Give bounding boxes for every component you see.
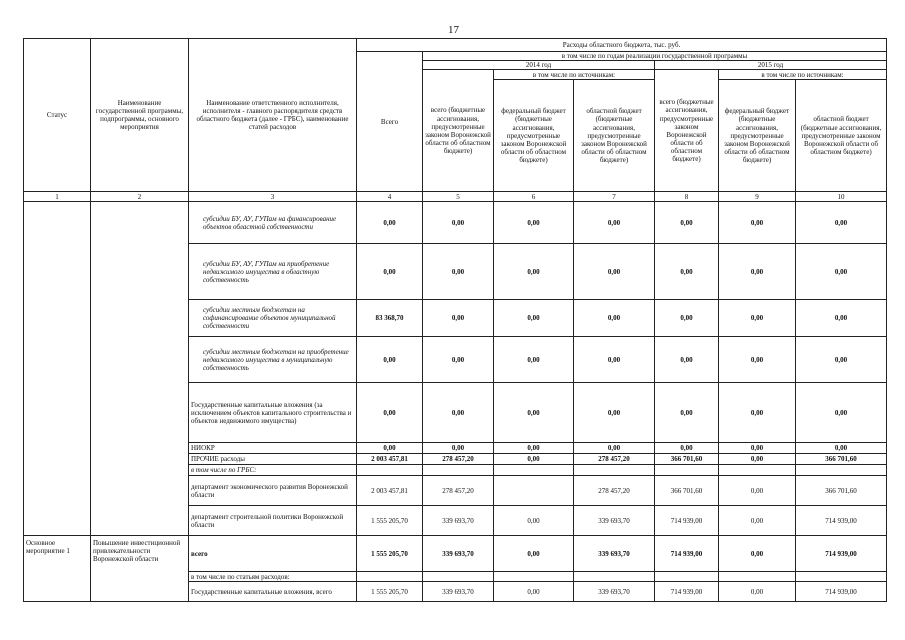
value-cell: 0,00 [574,300,655,337]
value-cell: 339 693,70 [423,582,494,602]
measure-row-name: Государственные капитальные вложения, всего [189,582,357,602]
value-cell: 0,00 [423,337,494,383]
value-cell: 0,00 [796,337,887,383]
value-cell: 366 701,60 [796,476,887,506]
value-cell: 0,00 [719,476,796,506]
value-cell: 0,00 [357,383,423,443]
value-cell [655,572,719,582]
header-executor: Наименование ответственного исполнителя, исполнителя - главного распорядителя средств областного бюджета (далее - ГРБС), наименование статей расходов [189,39,357,192]
value-cell: 0,00 [574,202,655,244]
row-name: НИОКР [189,443,357,454]
header-col8: всего (бюджетные ассигнования, предусмотренные законом Воронежской области об областном бюджете) [655,70,719,192]
value-cell [574,572,655,582]
value-cell: 0,00 [357,244,423,300]
column-number: 3 [189,192,357,202]
value-cell: 0,00 [655,337,719,383]
header-year-2014: 2014 год [423,61,655,70]
column-number: 8 [655,192,719,202]
value-cell: 0,00 [494,582,574,602]
value-cell: 0,00 [655,202,719,244]
value-cell: 0,00 [796,300,887,337]
value-cell [796,572,887,582]
value-cell: 366 701,60 [796,454,887,465]
value-cell: 366 701,60 [655,454,719,465]
header-col5: всего (бюджетные ассигнования, предусмотренные законом Воронежской области об областном бюджете) [423,70,494,192]
header-by-sources-2015: в том числе по источникам: [719,70,887,80]
value-cell: 366 701,60 [655,476,719,506]
row-name: субсидии БУ, АУ, ГУПам на финансирование объектов областной собственности [189,202,357,244]
measure-program: Повышение инвестиционной привлекательности Воронежской области [91,536,189,602]
value-cell: 0,00 [719,454,796,465]
value-cell: 0,00 [423,202,494,244]
value-cell [494,465,574,476]
budget-table [23,38,887,602]
header-col6: федеральный бюджет (бюджетные ассигнования, предусмотренные законом Воронежской области об областном бюджете) [494,80,574,192]
value-cell: 278 457,20 [423,454,494,465]
row-name: департамент экономического развития Воронежской области [189,476,357,506]
column-number: 10 [796,192,887,202]
value-cell: 0,00 [719,506,796,536]
value-cell: 0,00 [494,300,574,337]
measure-row-name: в том числе по статьям расходов: [189,572,357,582]
row-name: Государственные капитальные вложения (за исключением объектов капитального строительства и объектов недвижимого имущества) [189,383,357,443]
column-number: 9 [719,192,796,202]
value-cell: 1 555 205,70 [357,536,423,572]
value-cell: 0,00 [719,244,796,300]
value-cell: 339 693,70 [423,536,494,572]
value-cell: 0,00 [796,443,887,454]
value-cell [357,572,423,582]
value-cell: 0,00 [655,383,719,443]
value-cell: 0,00 [423,383,494,443]
header-expenses: Расходы областного бюджета, тыс. руб. [357,39,887,52]
value-cell [494,572,574,582]
value-cell [719,465,796,476]
row-name: департамент строительной политики Воронежской области [189,506,357,536]
value-cell: 1 555 205,70 [357,582,423,602]
value-cell: 278 457,20 [574,454,655,465]
value-cell: 0,00 [494,443,574,454]
row-name: субсидии БУ, АУ, ГУПам на приобретение недвижимого имущества в областную собственность [189,244,357,300]
header-col9: федеральный бюджет (бюджетные ассигнования, предусмотренные законом Воронежской области об областном бюджете) [719,80,796,192]
header-year-2015: 2015 год [655,61,887,70]
value-cell: 0,00 [574,244,655,300]
measure-row-name: всего [189,536,357,572]
value-cell: 0,00 [494,536,574,572]
value-cell: 714 939,00 [655,506,719,536]
value-cell: 0,00 [655,244,719,300]
table-row [24,536,887,572]
value-cell [719,572,796,582]
value-cell: 0,00 [357,337,423,383]
value-cell [494,476,574,506]
value-cell: 714 939,00 [655,582,719,602]
column-number: 4 [357,192,423,202]
header-by-years: в том числе по годам реализации государственной программы [423,52,887,61]
value-cell: 339 693,70 [574,506,655,536]
value-cell: 0,00 [494,202,574,244]
column-number: 5 [423,192,494,202]
value-cell [423,572,494,582]
value-cell: 0,00 [796,383,887,443]
header-col7: областной бюджет (бюджетные ассигнования, предусмотренные законом Воронежской области об областном бюджете) [574,80,655,192]
header-program-name: Наименование государственной программы, подпрограммы, основного мероприятия [91,39,189,192]
program-cell-empty [91,202,189,536]
header-by-sources-2014: в том числе по источникам: [494,70,655,80]
value-cell: 278 457,20 [423,476,494,506]
status-cell-empty [24,202,91,536]
value-cell: 2 003 457,81 [357,454,423,465]
value-cell: 714 939,00 [655,536,719,572]
value-cell: 339 693,70 [574,582,655,602]
value-cell: 0,00 [574,337,655,383]
value-cell: 0,00 [719,582,796,602]
value-cell: 0,00 [574,443,655,454]
value-cell: 0,00 [494,337,574,383]
column-number: 7 [574,192,655,202]
column-number: 1 [24,192,91,202]
value-cell: 0,00 [423,300,494,337]
row-name: субсидии местным бюджетам на приобретение недвижимого имущества в муниципальную собственность [189,337,357,383]
column-number: 6 [494,192,574,202]
value-cell: 0,00 [719,443,796,454]
value-cell: 0,00 [719,300,796,337]
value-cell [357,465,423,476]
value-cell: 0,00 [655,443,719,454]
value-cell [655,465,719,476]
value-cell: 0,00 [655,300,719,337]
value-cell: 0,00 [494,506,574,536]
value-cell [796,465,887,476]
value-cell: 0,00 [796,244,887,300]
value-cell: 0,00 [574,383,655,443]
row-name: ПРОЧИЕ расходы [189,454,357,465]
header-total: Всего [357,52,423,192]
value-cell: 2 003 457,81 [357,476,423,506]
value-cell: 1 555 205,70 [357,506,423,536]
measure-status: Основное мероприятие 1 [24,536,91,602]
value-cell: 339 693,70 [574,536,655,572]
header-status: Статус [24,39,91,192]
value-cell: 0,00 [357,202,423,244]
value-cell: 0,00 [719,536,796,572]
header-col10: областной бюджет (бюджетные ассигнования, предусмотренные законом Воронежской области об областном бюджете) [796,80,887,192]
table-row [24,202,887,244]
row-name: субсидии местным бюджетам на софинансирование объектов муниципальной собственности [189,300,357,337]
value-cell [423,465,494,476]
value-cell: 0,00 [494,383,574,443]
value-cell: 0,00 [357,443,423,454]
value-cell: 0,00 [494,244,574,300]
row-name: в том числе по ГРБС: [189,465,357,476]
page-number: 17 [448,24,459,36]
value-cell: 0,00 [719,383,796,443]
value-cell: 339 693,70 [423,506,494,536]
value-cell: 714 939,00 [796,506,887,536]
value-cell: 0,00 [719,202,796,244]
value-cell: 83 368,70 [357,300,423,337]
value-cell [574,465,655,476]
value-cell: 714 939,00 [796,582,887,602]
value-cell: 278 457,20 [574,476,655,506]
value-cell: 0,00 [494,454,574,465]
value-cell: 0,00 [796,202,887,244]
value-cell: 0,00 [719,337,796,383]
value-cell: 714 939,00 [796,536,887,572]
column-number: 2 [91,192,189,202]
value-cell: 0,00 [423,443,494,454]
value-cell: 0,00 [423,244,494,300]
